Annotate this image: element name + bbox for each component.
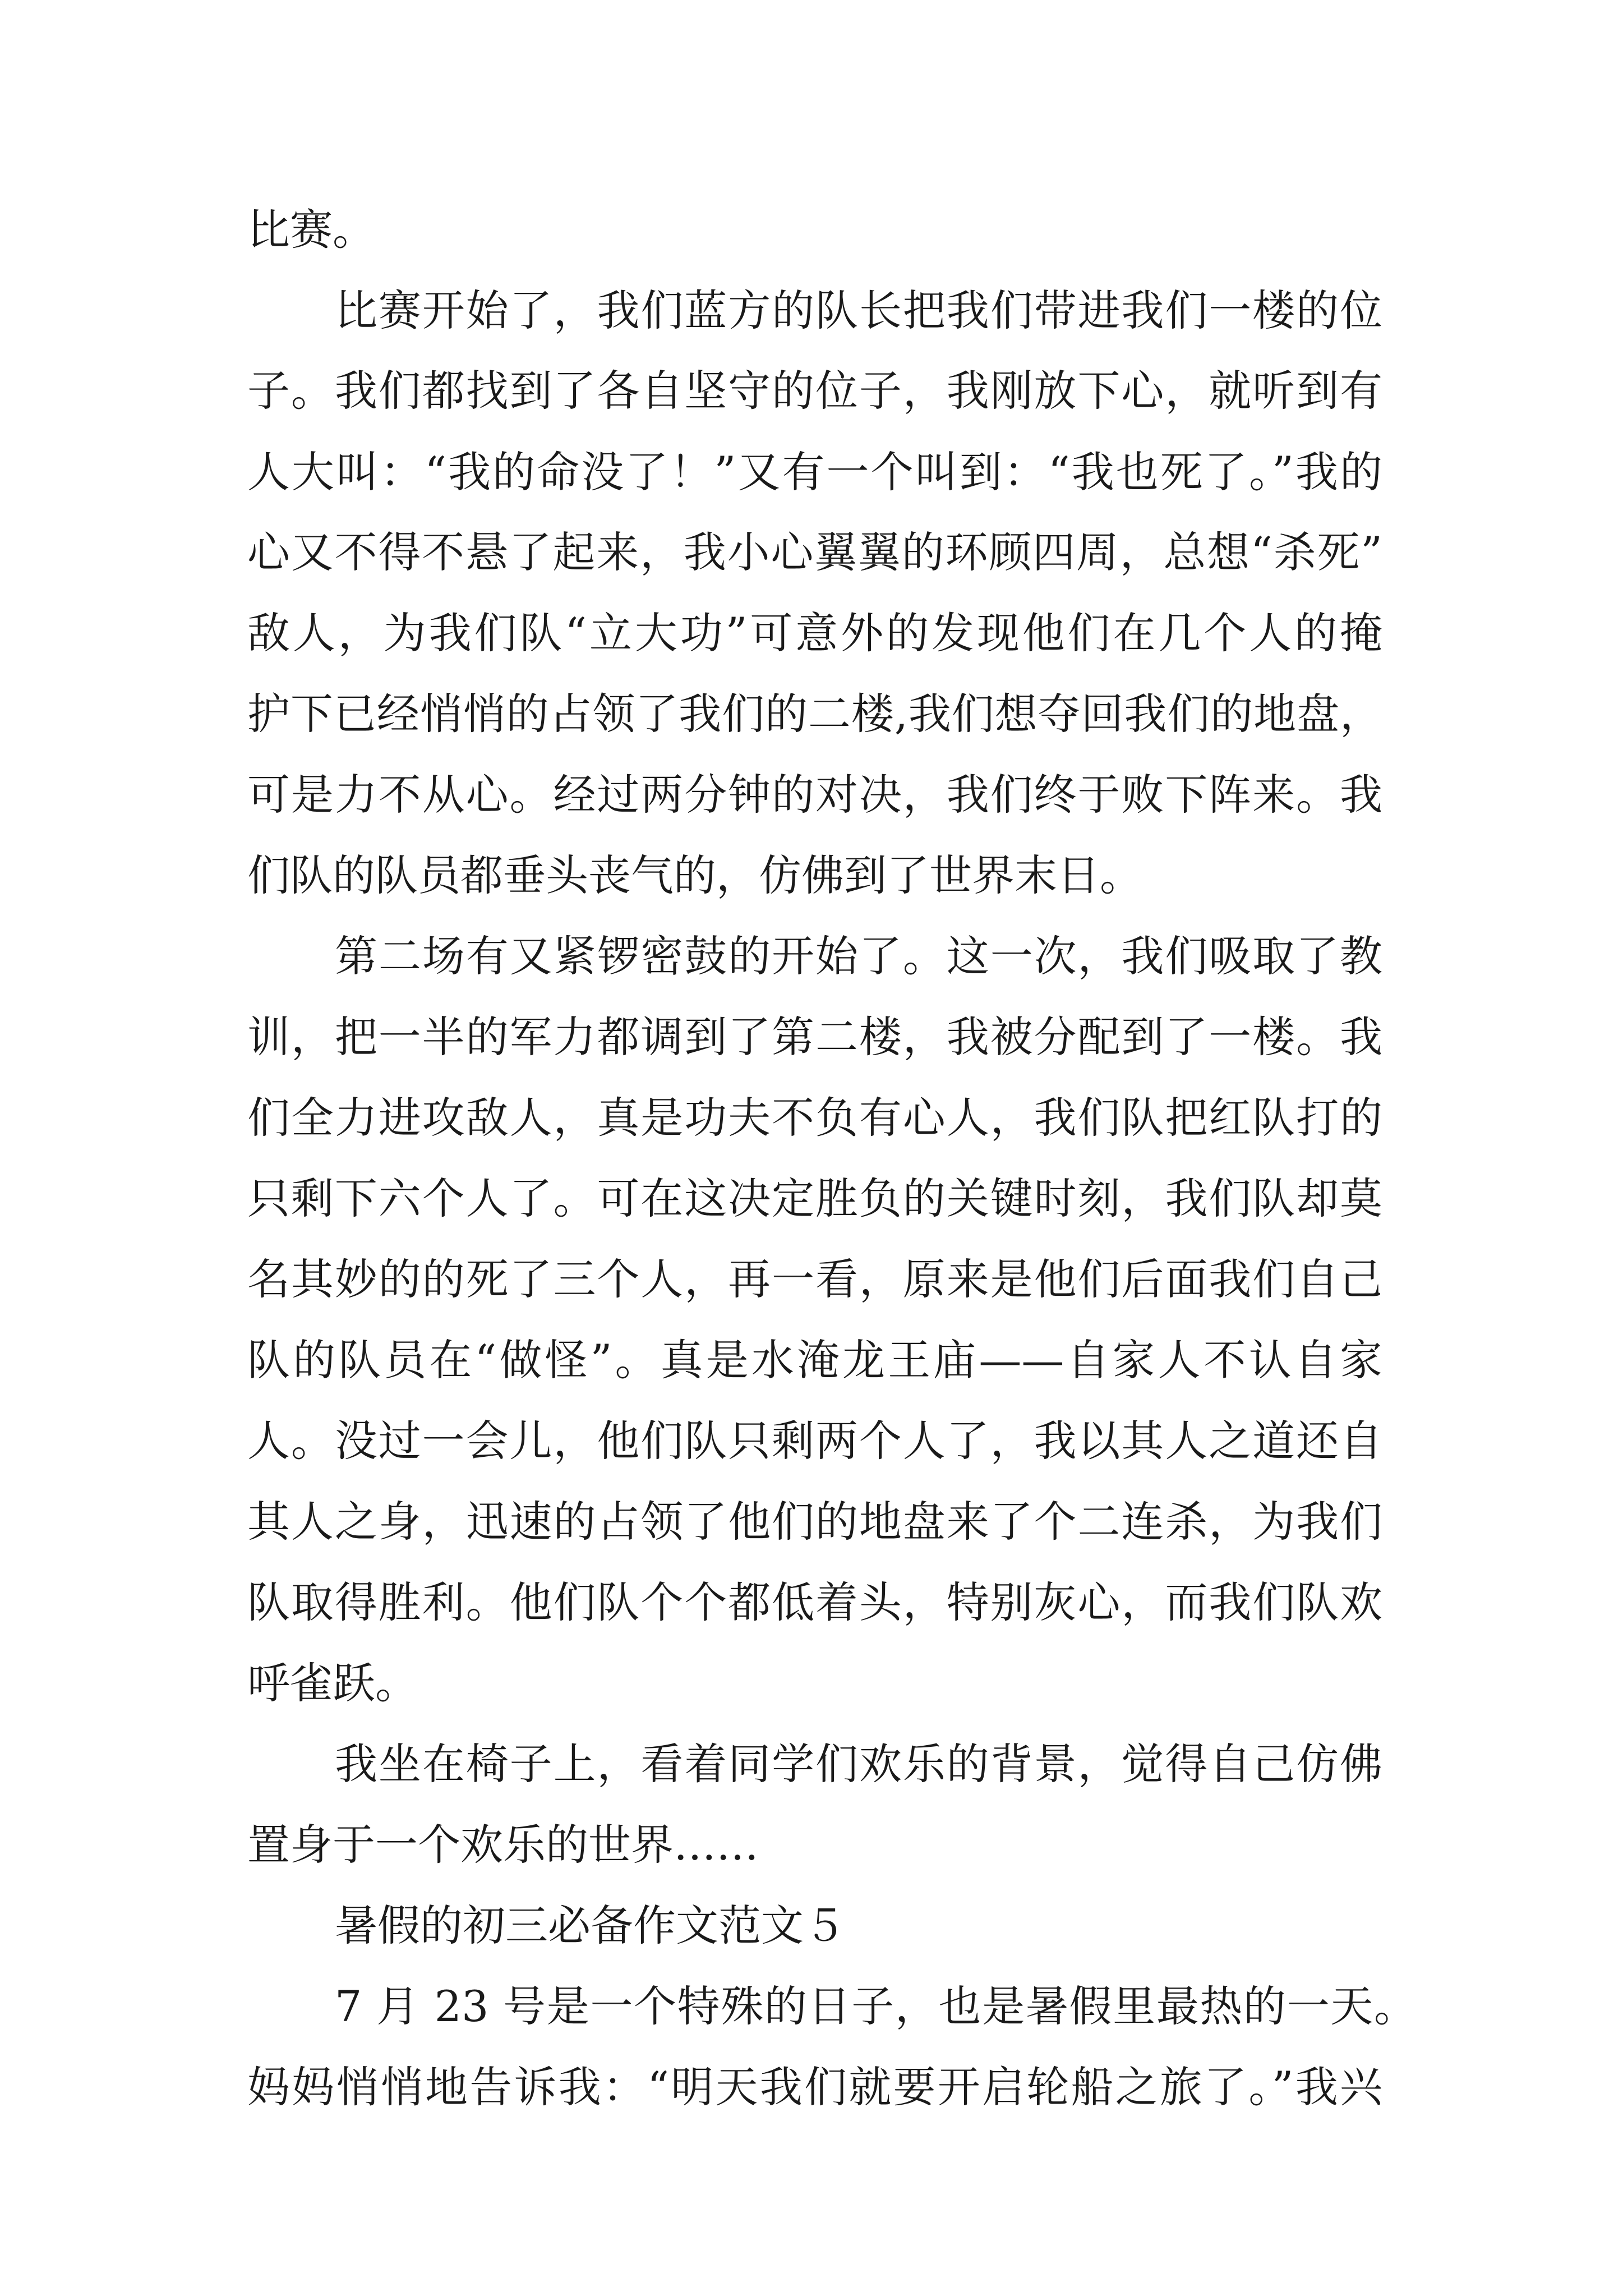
paragraph-start-line: 7 月 23 号是一个特殊的日子，也是暑假里最热的一天。 bbox=[335, 1981, 1417, 2031]
text-line: 妈妈悄悄地告诉我：“明天我们就要开启轮船之旅了。”我兴 bbox=[247, 2062, 1382, 2112]
text-line: 子。我们都找到了各自坚守的位子，我刚放下心，就听到有 bbox=[247, 366, 1382, 416]
text-line: 其人之身，迅速的占领了他们的地盘来了个二连杀，为我们 bbox=[247, 1497, 1382, 1547]
text-line: 护下已经悄悄的占领了我们的二楼,我们想夺回我们的地盘， bbox=[247, 689, 1382, 739]
text-line: 比赛。 bbox=[247, 205, 375, 255]
text-line: 人。没过一会儿，他们队只剩两个人了，我以其人之道还自 bbox=[247, 1416, 1382, 1466]
text-line: 心又不得不悬了起来，我小心翼翼的环顾四周，总想“杀死” bbox=[247, 527, 1382, 577]
text-line: 名其妙的的死了三个人，再一看，原来是他们后面我们自己 bbox=[247, 1254, 1382, 1304]
text-line: 置身于一个欢乐的世界…… bbox=[247, 1820, 759, 1870]
text-line: 们全力进攻敌人，真是功夫不负有心人，我们队把红队打的 bbox=[247, 1093, 1382, 1143]
text-line: 呼雀跃。 bbox=[247, 1658, 418, 1708]
text-line: 可是力不从心。经过两分钟的对决，我们终于败下阵来。我 bbox=[247, 770, 1382, 820]
paragraph-start-line: 比赛开始了，我们蓝方的队长把我们带进我们一楼的位 bbox=[335, 286, 1382, 335]
text-line: 们队的队员都垂头丧气的，仿佛到了世界末日。 bbox=[247, 850, 1142, 900]
paragraph-start-line: 第二场有又紧锣密鼓的开始了。这一次，我们吸取了教 bbox=[335, 931, 1382, 981]
paragraph-start-line: 我坐在椅子上，看着同学们欢乐的背景，觉得自己仿佛 bbox=[335, 1739, 1382, 1789]
text-line: 队取得胜利。他们队个个都低着头，特别灰心，而我们队欢 bbox=[247, 1577, 1382, 1627]
section-heading: 暑假的初三必备作文范文５ bbox=[335, 1901, 846, 1950]
text-line: 敌人，为我们队“立大功”可意外的发现他们在几个人的掩 bbox=[247, 608, 1382, 658]
text-line: 训，把一半的军力都调到了第二楼，我被分配到了一楼。我 bbox=[247, 1012, 1382, 1062]
text-line: 队的队员在“做怪”。真是水淹龙王庙——自家人不认自家 bbox=[247, 1335, 1382, 1385]
text-line: 人大叫：“我的命没了！”又有一个叫到：“我也死了。”我的 bbox=[247, 447, 1382, 497]
text-line: 只剩下六个人了。可在这决定胜负的关键时刻，我们队却莫 bbox=[247, 1174, 1382, 1223]
